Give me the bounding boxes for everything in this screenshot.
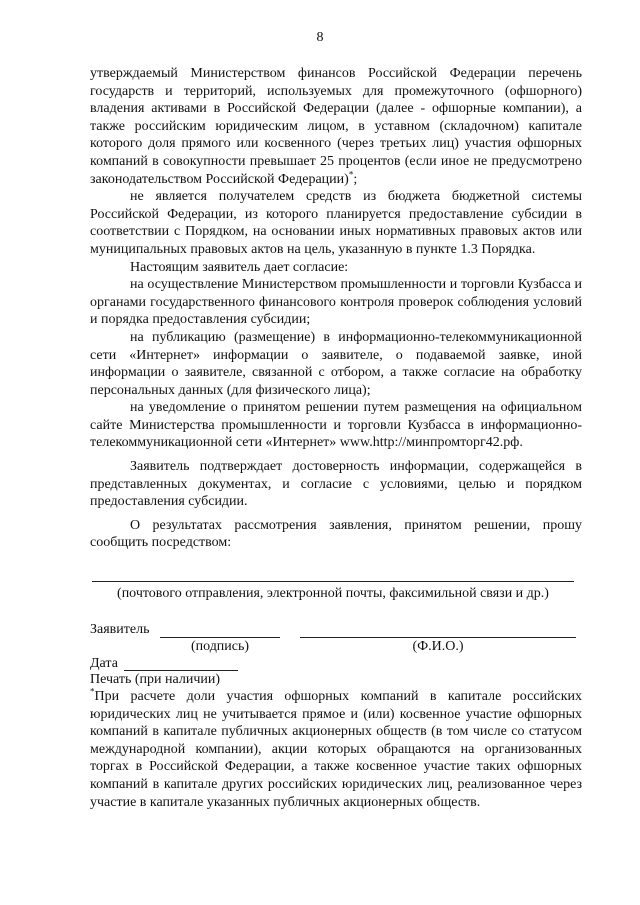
seal-label: Печать (при наличии) (90, 672, 221, 687)
page-number: 8 (316, 30, 324, 45)
paragraph-consent-publication: на публикацию (размещение) в информационно-телекоммуникационной сети «Интернет» информации о заявителе, о подаваемой заявке, иной информации о заявителе, связанной с отбором, а также согласие на обработку персональных данных (для физического лица); (90, 329, 582, 398)
applicant-label: Заявитель (90, 622, 150, 637)
date-line[interactable] (124, 670, 238, 671)
paragraph-confirmation: Заявитель подтверждает достоверность информации, содержащейся в представленных документах, и согласие с условиями, целью и порядком предоставления субсидии. (90, 459, 582, 510)
paragraph-offshore (90, 65, 582, 188)
signature-line[interactable] (160, 637, 280, 638)
notification-method-caption: (почтового отправления, электронной почты, факсимильной связи и др.) (117, 586, 549, 601)
date-label: Дата (90, 656, 118, 671)
full-name-line[interactable] (300, 637, 576, 638)
paragraph-offshore-end: ; (353, 171, 358, 187)
footnote (90, 688, 582, 811)
paragraph-budget: не является получателем средств из бюджета бюджетной системы Российской Федерации, из которого планируется предоставление субсидии в соответствии с Порядком, на основании иных нормативных правовых актов или муниципальных правовых актов на цель, указанную в пункте 1.3 Порядка. (90, 189, 582, 257)
notification-method-line[interactable] (92, 581, 574, 582)
paragraph-offshore-text: утверждаемый Министерством финансов Российской Федерации перечень государств и территорий, используемых для промежуточного (офшорного) владения активами в Российской Федерации (далее - офшорные компании), а также российским юридическим лицом, в уставном (складочном) капитале которого доля прямого или косвенного (через третьих лиц) участия офшорных компаний в совокупности превышает 25 процентов (если иное не предусмотрено законодательством Российской Федерации) (90, 66, 582, 187)
document-body (90, 65, 582, 552)
paragraph-consent-intro: Настоящим заявитель дает согласие: (130, 259, 349, 275)
full-name-caption: (Ф.И.О.) (412, 639, 464, 654)
footnote-ref-marker: * (348, 168, 354, 179)
footnote-text: При расчете доли участия офшорных компаний в капитале российских юридических лиц не учитывается прямое и (или) косвенное участие офшорных компаний в капитале публичных акционерных обществ (в том числе со статусом международной компании), акции которых обращаются на организованных торгах в Российской Федерации, а также косвенное участие таких офшорных компаний в капитале других российских юридических лиц, реализованное через участие в капитале указанных публичных акционерных обществ. (90, 689, 582, 810)
paragraph-consent-notification: на уведомление о принятом решении путем размещения на официальном сайте Министерства промышленности и торговли Кузбасса в информационно-телекоммуникационной сети «Интернет» www.http://минпромторг42.рф. (90, 400, 582, 451)
paragraph-results-request: О результатах рассмотрения заявления, принятом решении, прошу сообщить посредством: (90, 517, 582, 551)
footnote-marker: * (90, 686, 95, 697)
paragraph-consent-inspection: на осуществление Министерством промышленности и торговли Кузбасса и органами государственного финансового контроля проверок соблюдения условий и порядка предоставления субсидии; (90, 277, 582, 328)
signature-caption: (подпись) (190, 639, 250, 654)
